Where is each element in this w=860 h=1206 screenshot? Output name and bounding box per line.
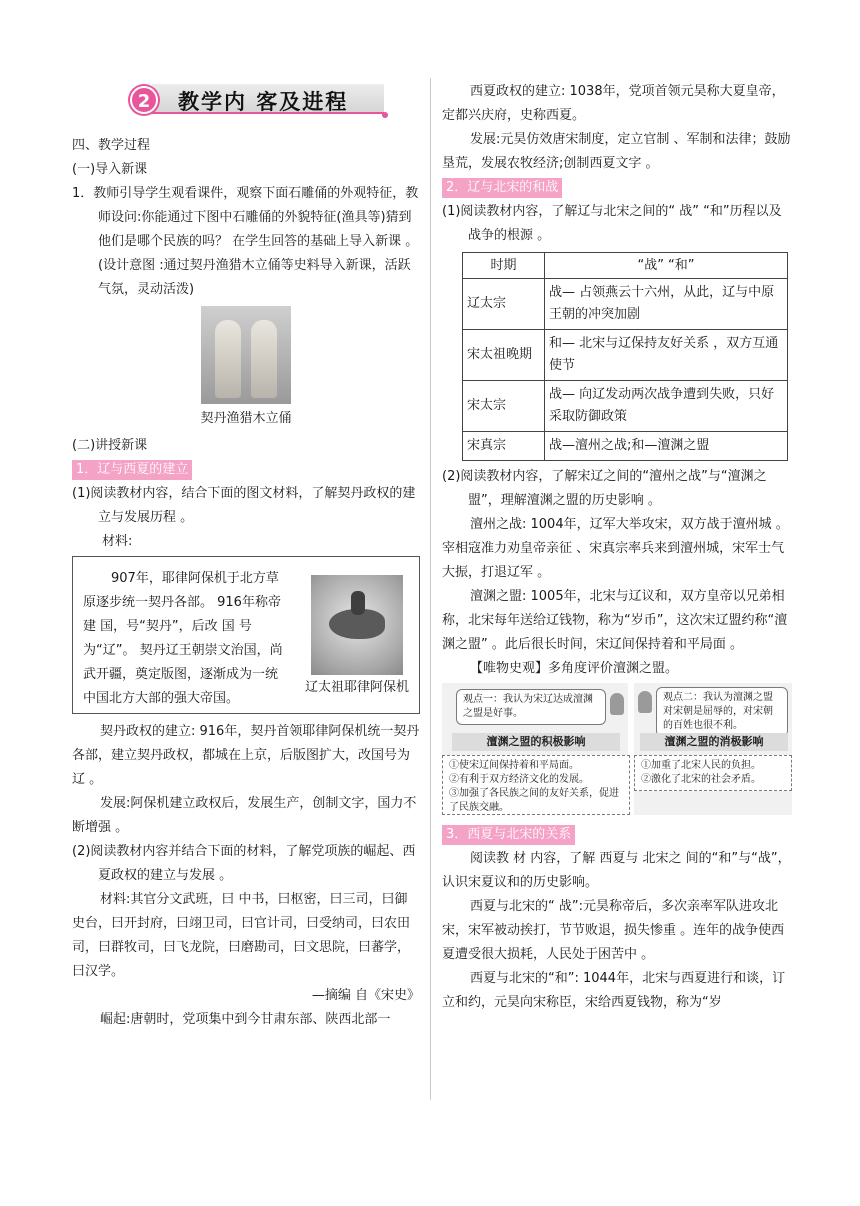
figure-khitan-statues bbox=[72, 306, 420, 430]
section-banner bbox=[130, 80, 420, 120]
material-box bbox=[72, 556, 420, 714]
banner-dot-icon bbox=[382, 112, 388, 118]
table-row bbox=[463, 432, 788, 461]
abaoji-image bbox=[311, 575, 403, 675]
table-cell-content: 和— 北宋与辽保持友好关系 ，双方互通使节 bbox=[545, 330, 788, 381]
person-icon bbox=[610, 693, 624, 715]
right-column bbox=[442, 80, 792, 1015]
person-icon bbox=[638, 691, 652, 713]
quote-source: —摘编 自《宋史》 bbox=[311, 988, 420, 1003]
table-cell-period: 宋太祖晚期 bbox=[463, 330, 545, 381]
material-text: 907年，耶律阿保机于北方草原逐步统一契丹各部。 916年称帝建 国，号“契丹”，后改 国 号为“辽”。 契丹辽王朝崇文治国，尚武开疆，奠定版图，逐渐成为一统中国北方大部的强大帝国。 bbox=[83, 571, 283, 706]
negative-impact-title: 澶渊之盟的消极影响 bbox=[640, 733, 788, 751]
paragraph-xixia-development: 发展:元昊仿效唐宋制度，定立官制 、军制和法律；鼓励垦荒，发展农牧经济;创制西夏文字 。 bbox=[442, 132, 791, 171]
table-header-period: 时期 bbox=[463, 253, 545, 279]
section-tag-liao-song: 2．辽与北宋的和战 bbox=[442, 178, 562, 198]
column-divider bbox=[430, 78, 431, 1100]
negative-impact-list bbox=[634, 755, 792, 791]
paragraph-task-2: (2)阅读教材内容并结合下面的材料，了解党项族的崛起、西夏政权的建立与发展 。 bbox=[72, 844, 416, 883]
view-bubble-1: 观点一：我认为宋辽达成澶渊之盟是好事。 bbox=[456, 689, 606, 725]
table-row bbox=[463, 330, 788, 381]
list-item: ①使宋辽间保持着和平局面。 bbox=[449, 760, 579, 771]
war-peace-table bbox=[462, 252, 788, 461]
paragraph-task-5: 阅读教 材 内容，了解 西夏与 北宋之 间的“和”与“战”，认识宋夏议和的历史影响。 bbox=[442, 851, 791, 890]
chanyuan-views-image bbox=[442, 683, 792, 815]
paragraph-chanyuan-treaty: 澶渊之盟: 1005年，北宋与辽议和，双方皇帝以兄弟相称，北宋每年送给辽钱物，称为“岁币”，这次宋辽盟约称“澶渊之盟” 。此后很长时间，宋辽间保持着和平局面 。 bbox=[442, 589, 788, 652]
paragraph-materialism: 【唯物史观】多角度评价澶渊之盟。 bbox=[470, 661, 679, 676]
figure-caption: 辽太祖耶律阿保机 bbox=[304, 680, 409, 695]
figure-caption: 契丹渔猎木立俑 bbox=[200, 411, 292, 426]
view-bubble-2: 观点二：我认为澶渊之盟对宋朝是屈辱的，对宋朝的百姓也很不利。 bbox=[656, 687, 788, 737]
statue-right bbox=[251, 320, 277, 398]
list-item: ②激化了北宋的社会矛盾。 bbox=[641, 774, 761, 785]
khitan-statue-image bbox=[201, 306, 291, 404]
positive-impact-list bbox=[442, 755, 630, 815]
material-label: 材料: bbox=[102, 534, 133, 549]
table-row bbox=[463, 279, 788, 330]
paragraph-task-1: (1)阅读教材内容，结合下面的图文材料，了解契丹政权的建立与发展历程 。 bbox=[72, 486, 416, 525]
left-column bbox=[72, 80, 420, 1032]
table-header-row bbox=[463, 253, 788, 279]
table-header-content: “战” “和” bbox=[545, 253, 788, 279]
paragraph-chanzhou-battle: 澶州之战: 1004年，辽军大举攻宋，双方战于澶州城 。宰相寇准力劝皇帝亲征 、宋真宗率兵来到澶州城，宋军士气大振，打退辽军 。 bbox=[442, 517, 789, 580]
statue-left bbox=[215, 320, 241, 398]
table-cell-period: 宋真宗 bbox=[463, 432, 545, 461]
list-item: ①加重了北宋人民的负担。 bbox=[641, 760, 761, 771]
heading-intro: (一)导入新课 bbox=[72, 162, 148, 177]
section-tag-xixia-song: 3．西夏与北宋的关系 bbox=[442, 825, 575, 845]
table-cell-period: 辽太宗 bbox=[463, 279, 545, 330]
section-number-badge: 2 bbox=[130, 86, 158, 114]
table-cell-content: 战— 占领燕云十六州，从此，辽与中原王朝的冲突加剧 bbox=[545, 279, 788, 330]
paragraph-task-3: (1)阅读教材内容，了解辽与北宋之间的“ 战” “和”历程以及战争的根源 。 bbox=[442, 204, 782, 243]
list-item: ③加强了各民族之间的友好关系，促进了民族交融。 bbox=[449, 788, 619, 813]
paragraph-xixia-founding: 西夏政权的建立: 1038年，党项首领元昊称大夏皇帝，定都兴庆府，史称西夏。 bbox=[442, 84, 785, 123]
paragraph-khitan-development: 发展:阿保机建立政权后，发展生产，创制文字，国力不断增强 。 bbox=[72, 796, 417, 835]
table-cell-content: 战— 向辽发动两次战争遭到失败，只好采取防御政策 bbox=[545, 381, 788, 432]
paragraph-task-4: (2)阅读教材内容，了解宋辽之间的“澶州之战”与“澶渊之盟”，理解澶渊之盟的历史影响 。 bbox=[442, 469, 767, 508]
table-cell-content: 战—澶州之战;和—澶渊之盟 bbox=[545, 432, 788, 461]
section-tag-liao-xixia: 1．辽与西夏的建立 bbox=[72, 460, 192, 480]
table-row bbox=[463, 381, 788, 432]
positive-impact-title: 澶渊之盟的积极影响 bbox=[452, 733, 620, 751]
table-cell-period: 宋太宗 bbox=[463, 381, 545, 432]
paragraph-intro: 1．教师引导学生观看课件，观察下面石雕俑的外观特征，教师设问:你能通过下图中石雕俑的外貌特征(渔具等)猜到他们是哪个民族的吗？ 在学生回答的基础上导入新课 。(设计意图 :通过契丹渔猎木立俑等史料导入新课，活跃气氛，灵动活泼) bbox=[72, 186, 419, 297]
section-title: 教学内 客及进程 bbox=[178, 90, 349, 114]
list-item: ②有利于双方经济文化的发展。 bbox=[449, 774, 589, 785]
paragraph-xixia-song-peace: 西夏与北宋的“和”: 1044年，北宋与西夏进行和谈，订立和约，元昊向宋称臣，宋给西夏钱物，称为“岁 bbox=[442, 971, 786, 1010]
paragraph-xixia-song-war: 西夏与北宋的“ 战”:元昊称帝后，多次亲率军队进攻北宋，宋军被动挨打，节节败退，损失惨重 。连年的战争使西夏遭受很大损耗，人民处于困苦中 。 bbox=[442, 899, 785, 962]
heading-teaching-process: 四、教学过程 bbox=[72, 138, 151, 153]
rider-shape bbox=[351, 591, 365, 615]
paragraph-khitan-founding: 契丹政权的建立: 916年，契丹首领耶律阿保机统一契丹各部，建立契丹政权，都城在上京，后版图扩大，改国号为辽 。 bbox=[72, 724, 420, 787]
figure-abaoji bbox=[295, 557, 419, 713]
paragraph-rise: 崛起:唐朝时，党项集中到今甘肃东部、陕西北部一 bbox=[100, 1012, 391, 1027]
paragraph-material-songshi: 材料:其官分文武班，曰 中书，曰枢密，曰三司，曰御史台，曰开封府，曰翊卫司，曰官计司，曰受纳司，曰农田司，曰群牧司，曰飞龙院，曰磨勘司，曰文思院，曰蕃学，曰汉学。 bbox=[72, 892, 411, 979]
heading-new-lesson: (二)讲授新课 bbox=[72, 438, 148, 453]
